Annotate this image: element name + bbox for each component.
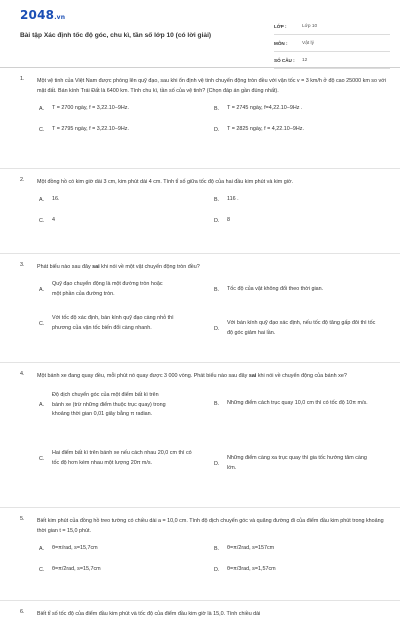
- option-d[interactable]: [214, 319, 384, 338]
- question-emphasis: sai: [248, 373, 257, 379]
- question-text: Biết kim phút của đồng hồ treo tường có chiều dài a = 10,0 cm. Tính độ dịch chuyển góc và quãng đường đi của điểm đầu kim phút trong khoảng thời gian t = 15,0 phút.: [37, 518, 384, 534]
- option-letter: C.: [39, 320, 45, 327]
- question-separator: [0, 507, 400, 508]
- header-divider: [0, 67, 400, 68]
- option-text: Quỹ đạo chuyển động là một đường tròn hoặc một phần của đường tròn.: [52, 281, 163, 297]
- option-text: θ=π/2rad, s=157cm: [227, 545, 275, 551]
- option-letter: C.: [39, 217, 45, 224]
- option-letter: B.: [214, 545, 220, 552]
- worksheet-header: [20, 8, 388, 72]
- option-letter: D.: [214, 126, 220, 133]
- option-text: Hai điểm bất kì trên bánh xe nếu cách nhau 20,0 cm thì có tốc độ hơn kém nhau một lượng 20π m/s.: [52, 450, 192, 466]
- option-letter: C.: [39, 126, 45, 133]
- question-number: 5.: [20, 516, 25, 522]
- option-letter: B.: [214, 400, 220, 407]
- option-letter: A.: [39, 196, 45, 203]
- option-text: θ=π/3rad, s=1,57cm: [227, 566, 276, 572]
- option-text: θ=π/rad, s=15,7cm: [52, 545, 98, 551]
- option-d[interactable]: [214, 454, 384, 473]
- option-d[interactable]: [214, 216, 230, 226]
- option-letter: B.: [214, 105, 220, 112]
- option-text: Với tốc độ xác định, bán kính quỹ đạo càng nhỏ thì phương của vận tốc biến đổi càng nhanh.: [52, 315, 174, 331]
- option-letter: B.: [214, 196, 220, 203]
- question-text: Một đồng hồ có kim giờ dài 3 cm, kim phút dài 4 cm. Tính tỉ số giữa tốc độ của hai đầu kim phút và kim giờ.: [37, 179, 293, 185]
- option-a[interactable]: [39, 104, 129, 114]
- meta-key: MÔN :: [274, 40, 288, 46]
- question-4: [20, 371, 388, 507]
- question-2: [20, 177, 388, 253]
- question-text: Biết tỉ số tốc độ của điểm đầu kim phút và tốc độ của điểm đầu kim giờ là 15,0. Tính chiều dài: [37, 611, 261, 617]
- question-number: 2.: [20, 177, 25, 183]
- meta-row-subject: [274, 35, 390, 52]
- worksheet-meta: [274, 18, 390, 69]
- option-text: T = 2795 ngày, f = 3,22.10−9Hz.: [52, 126, 129, 132]
- option-text: T = 2745 ngày, f=4,22.10−9Hz .: [227, 105, 303, 111]
- question-text: [37, 262, 388, 272]
- meta-key: SỐ CÂU :: [274, 57, 295, 63]
- meta-key: LỚP :: [274, 23, 287, 29]
- option-letter: C.: [39, 566, 45, 573]
- option-d[interactable]: [214, 565, 276, 575]
- option-grid: [39, 100, 388, 140]
- option-c[interactable]: [39, 125, 129, 135]
- question-1: [20, 76, 388, 168]
- option-letter: A.: [39, 286, 45, 293]
- option-a[interactable]: [39, 280, 209, 299]
- option-letter: A.: [39, 105, 45, 112]
- option-text: Những điểm càng xa trục quay thì gia tốc hướng tâm càng lớn.: [227, 455, 367, 471]
- option-text: Với bán kính quỹ đạo xác định, nếu tốc độ tăng gấp đôi thì tốc độ góc giảm hai lần.: [227, 320, 376, 336]
- option-grid: [39, 540, 388, 580]
- option-letter: B.: [214, 286, 220, 293]
- question-5: [20, 516, 388, 600]
- meta-row-class: [274, 18, 390, 35]
- option-letter: D.: [214, 217, 220, 224]
- question-number: 6.: [20, 609, 25, 615]
- option-letter: A.: [39, 545, 45, 552]
- question-separator: [0, 600, 400, 601]
- logo-text: 2048: [20, 8, 55, 22]
- question-text: [37, 371, 388, 381]
- option-text: T = 2825 ngày, f = 4,22.10−9Hz.: [227, 126, 304, 132]
- option-text: 8: [227, 217, 230, 223]
- option-grid: [39, 276, 388, 358]
- option-letter: D.: [214, 566, 220, 573]
- option-b[interactable]: [214, 280, 323, 299]
- option-grid: [39, 385, 388, 493]
- option-letter: C.: [39, 455, 45, 462]
- option-text: Tốc độ của vật không đổi theo thời gian.: [227, 285, 324, 292]
- question-6: [20, 609, 388, 623]
- option-c[interactable]: [39, 314, 209, 333]
- option-text: Những điểm cách trục quay 10,0 cm thì có tốc độ 10π m/s.: [227, 400, 368, 406]
- question-list: [20, 76, 388, 623]
- question-separator: [0, 362, 400, 363]
- option-text: 16.: [52, 196, 60, 202]
- meta-value: Lớp 10: [302, 23, 318, 29]
- logo-tld: .vn: [54, 14, 66, 21]
- question-number: 4.: [20, 371, 25, 377]
- option-b[interactable]: [214, 399, 384, 409]
- option-b[interactable]: [214, 544, 274, 554]
- page-title: Bài tập Xác định tốc độ góc, chu kì, tần số lớp 10 (có lời giải): [20, 32, 212, 39]
- option-text: 4: [52, 217, 55, 223]
- option-text: T = 2700 ngày, f = 3,22.10−9Hz.: [52, 105, 129, 111]
- question-3: [20, 262, 388, 362]
- option-a[interactable]: [39, 195, 60, 205]
- question-number: 3.: [20, 262, 25, 268]
- question-separator: [0, 253, 400, 254]
- option-d[interactable]: [214, 125, 304, 135]
- question-text-part: Phát biểu nào sau đây: [37, 264, 93, 270]
- question-emphasis: sai: [92, 264, 100, 270]
- option-text: θ=π/2rad, s=15,7cm: [52, 566, 101, 572]
- question-text-part: khi nói về chuyển động của bánh xe?: [256, 373, 347, 379]
- option-text: Độ dịch chuyển góc của một điểm bất kì trên bánh xe (trừ những điểm thuộc trục quay) trong khoảng thời gian 0,01 giây bằng π radian.: [52, 392, 166, 417]
- option-c[interactable]: [39, 449, 209, 468]
- option-letter: D.: [214, 460, 220, 467]
- option-c[interactable]: [39, 216, 55, 226]
- question-text-part: Một bánh xe đang quay đều, mỗi phút nó quay được 3 000 vòng. Phát biểu nào sau đây: [37, 373, 249, 379]
- question-text-part: khi nói về một vật chuyển động tròn đều?: [99, 264, 200, 270]
- question-text: Một vệ tinh của Việt Nam được phóng lên quỹ đạo, sau khi ổn định vệ tinh chuyển động tròn đều với vận tốc v = 3 km/h ở độ cao 25000 km so với mặt đất. Bán kính Trái Đất là 6400 km. Tính chu kì, tần số của vệ tinh? (Chọn đáp án gần đúng nhất).: [37, 78, 386, 94]
- question-separator: [0, 168, 400, 169]
- option-text: 116 .: [227, 196, 239, 202]
- option-b[interactable]: [214, 104, 302, 114]
- option-letter: A.: [39, 402, 45, 409]
- option-a[interactable]: [39, 391, 209, 420]
- option-a[interactable]: [39, 544, 98, 554]
- option-b[interactable]: [214, 195, 239, 205]
- option-grid: [39, 191, 388, 231]
- meta-value: 12: [302, 57, 308, 63]
- question-number: 1.: [20, 76, 25, 82]
- option-c[interactable]: [39, 565, 101, 575]
- option-letter: D.: [214, 325, 220, 332]
- meta-value: Vật lý: [302, 40, 314, 46]
